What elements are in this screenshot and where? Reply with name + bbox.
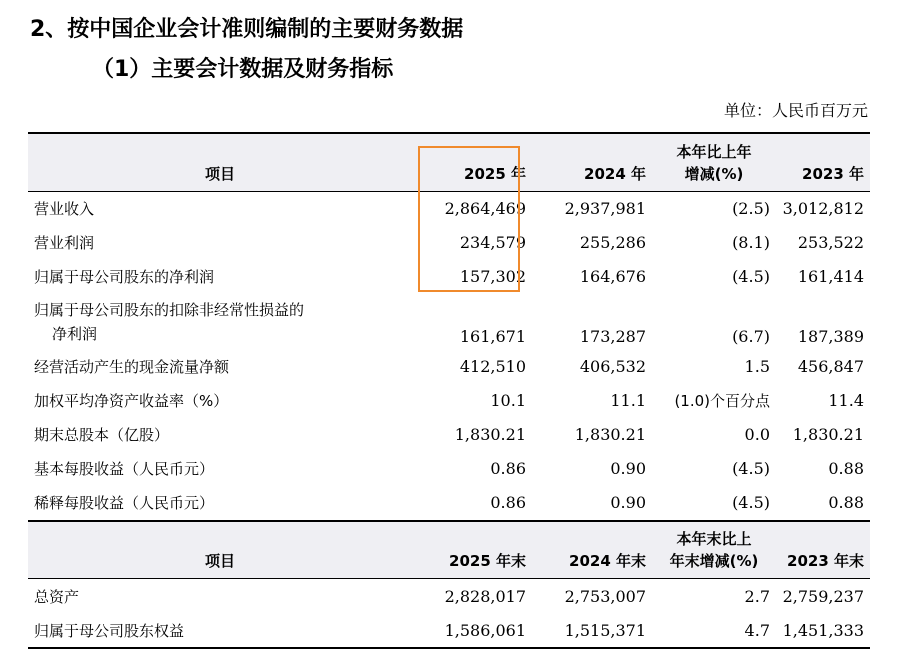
cell-2023: 187,389: [797, 326, 864, 346]
header-change-line2: 增减(%): [684, 164, 744, 183]
cell-2024: 0.90: [610, 459, 646, 478]
cell-2023: 1,830.21: [792, 425, 864, 444]
header-change: [652, 521, 776, 579]
cell-2025: 1,586,061: [412, 613, 532, 648]
cell-change: (6.7): [732, 326, 770, 346]
cell-2025: 412,510: [459, 357, 526, 376]
cell-2023: 1,451,333: [776, 613, 870, 648]
cell-2025: 1,830.21: [454, 425, 526, 444]
table-row: [28, 294, 870, 350]
cell-2023: 0.88: [828, 493, 864, 512]
cell-change: 4.7: [652, 613, 776, 648]
header-2025-end: 2025 年末: [412, 521, 532, 579]
table-row: [28, 418, 870, 452]
header-change-line1: 本年末比上: [676, 530, 752, 548]
table2-header: [28, 521, 870, 579]
cell-change: (4.5): [732, 493, 770, 512]
row-label: 基本每股收益（人民币元）: [34, 460, 215, 478]
cell-2023: 3,012,812: [782, 199, 864, 218]
cell-2024: 164,676: [579, 267, 646, 286]
cell-change: 2.7: [744, 586, 770, 606]
table-row: [28, 350, 870, 384]
row-label: 营业利润: [34, 234, 95, 252]
cell-change: (4.5): [732, 459, 770, 478]
cell-2023: 161,414: [797, 267, 864, 286]
cell-2024: 1,515,371: [532, 613, 652, 648]
cell-2023: 0.88: [828, 459, 864, 478]
row-label-line2: 净利润: [52, 324, 98, 343]
header-item: 项目: [28, 521, 412, 579]
cell-2025: 2,828,017: [444, 586, 526, 606]
cell-2025: 0.86: [490, 493, 526, 512]
header-change: [652, 133, 776, 191]
row-label: 加权平均净资产收益率（%）: [34, 392, 229, 410]
header-2023: 2023 年: [776, 133, 870, 191]
table-row: [28, 452, 870, 486]
row-label: 归属于母公司股东的净利润: [34, 268, 215, 286]
unit-label: 单位：人民币百万元: [723, 101, 868, 120]
row-label-line1: 归属于母公司股东的扣除非经常性损益的: [34, 300, 305, 319]
section-heading: 2、按中国企业会计准则编制的主要财务数据: [30, 17, 464, 42]
cell-change: (8.1): [732, 233, 770, 252]
header-change-line1: 本年比上年: [676, 142, 752, 161]
header-item: 项目: [28, 133, 412, 191]
cell-2024: 1,830.21: [574, 425, 646, 444]
cell-2024: 173,287: [579, 326, 646, 346]
header-2024: 2024 年: [532, 133, 652, 191]
cell-2024: 0.90: [610, 493, 646, 512]
table-row: [28, 579, 870, 614]
cell-change: (2.5): [732, 199, 770, 218]
cell-2025: 161,671: [459, 326, 526, 346]
cell-2023: 2,759,237: [782, 586, 864, 606]
cell-2024: 255,286: [579, 233, 646, 252]
cell-2025: 234,579: [459, 233, 526, 252]
cell-2023: 11.4: [828, 391, 864, 410]
row-label: 营业收入: [34, 200, 95, 218]
row-label: 归属于母公司股东权益: [28, 613, 412, 648]
cell-2024: 11.1: [610, 391, 646, 410]
row-label: 经营活动产生的现金流量净额: [34, 358, 230, 376]
row-label: 总资产: [34, 587, 80, 606]
row-label: 期末总股本（亿股）: [34, 426, 170, 444]
cell-2025: 2,864,469: [444, 199, 526, 218]
sub-heading: （1）主要会计数据及财务指标: [92, 57, 394, 82]
cell-2025: 0.86: [490, 459, 526, 478]
cell-2023: 456,847: [797, 357, 864, 376]
row-label: 稀释每股收益（人民币元）: [34, 494, 215, 512]
row-label: [28, 294, 412, 350]
cell-2024: 2,937,981: [564, 199, 646, 218]
header-change-line2: 年末增减(%): [669, 552, 759, 570]
cell-change: (1.0)个百分点: [674, 392, 770, 410]
cell-change: 0.0: [744, 425, 770, 444]
table-row: [28, 384, 870, 418]
table-row: [28, 486, 870, 521]
cell-change: 1.5: [744, 357, 770, 376]
header-2023-end: 2023 年末: [776, 521, 870, 579]
cell-2025: 10.1: [490, 391, 526, 410]
cell-2023: 253,522: [797, 233, 864, 252]
cell-2024: 2,753,007: [564, 586, 646, 606]
cell-change: (4.5): [732, 267, 770, 286]
header-2025: 2025 年: [412, 133, 532, 191]
table-row: [28, 613, 870, 648]
highlight-box: [418, 146, 520, 292]
cell-2025: 157,302: [459, 267, 526, 286]
header-2024-end: 2024 年末: [532, 521, 652, 579]
cell-2024: 406,532: [579, 357, 646, 376]
